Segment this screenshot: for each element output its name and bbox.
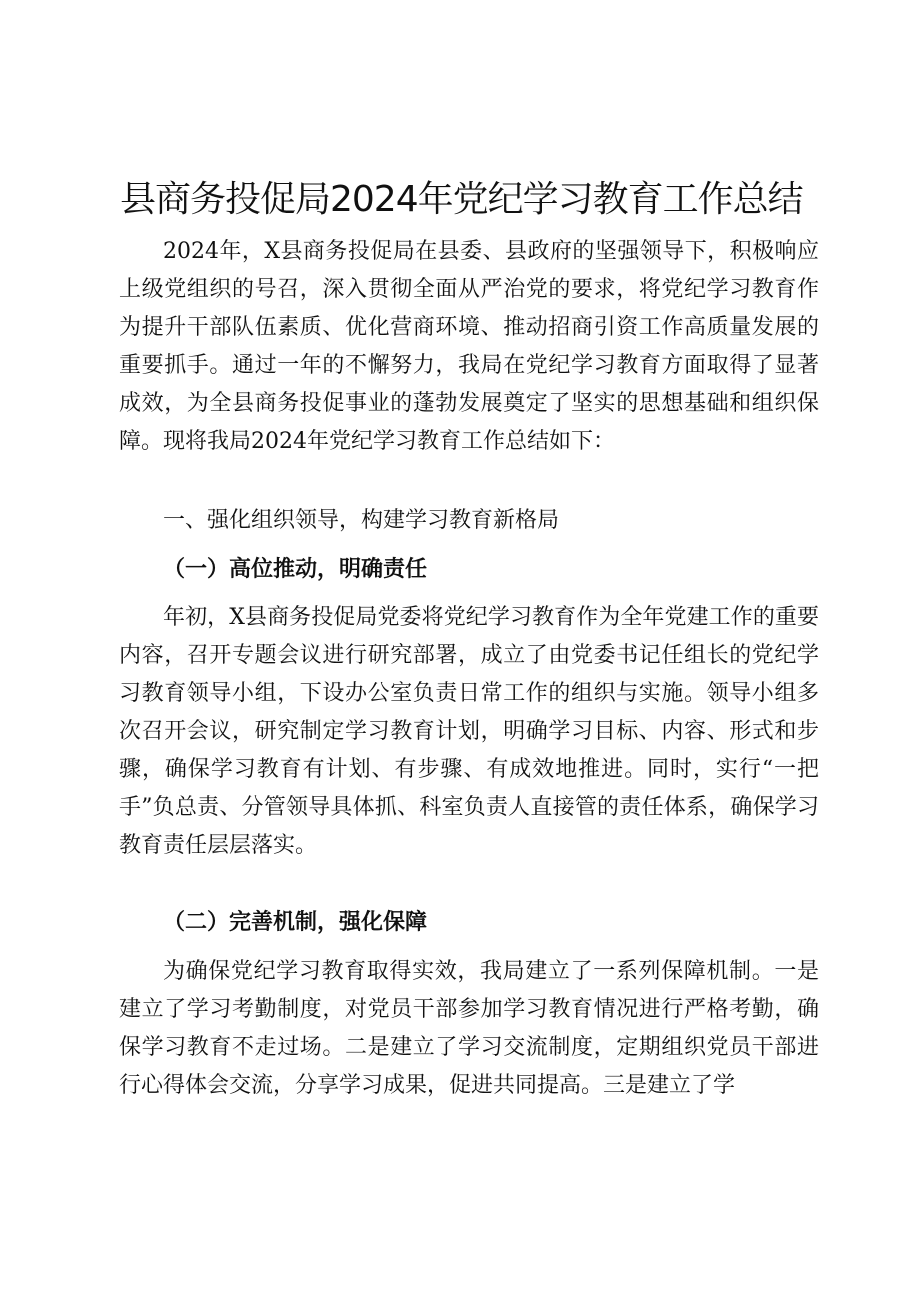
intro-paragraph: 2024年，X县商务投促局在县委、县政府的坚强领导下，积极响应上级党组织的号召，深入贯彻全面从严治党的要求，将党纪学习教育作为提升干部队伍素质、优化营商环境、推动招商引资工作高质量发展的重要抓手。通过一年的不懈努力，我局在党纪学习教育方面取得了显著成效，为全县商务投促事业的蓬勃发展奠定了坚实的思想基础和组织保障。现将我局2024年党纪学习教育工作总结如下：: [119, 239, 819, 454]
subsection-heading-1: （一）高位推动，明确责任: [163, 556, 428, 582]
subsection-heading-2: （二）完善机制，强化保障: [163, 909, 428, 935]
subsection-1-paragraph: 年初，X县商务投促局党委将党纪学习教育作为全年党建工作的重要内容，召开专题会议进行研究部署，成立了由党委书记任组长的党纪学习教育领导小组，下设办公室负责日常工作的组织与实施。领导小组多次召开会议，研究制定学习教育计划，明确学习目标、内容、形式和步骤，确保学习教育有计划、有步骤、有成效地推进。同时，实行“一把手”负总责、分管领导具体抓、科室负责人直接管的责任体系，确保学习教育责任层层落实。: [119, 605, 819, 858]
document-title: 县商务投促局2024年党纪学习教育工作总结: [120, 179, 803, 220]
subsection-2-paragraph: 为确保党纪学习教育取得实效，我局建立了一系列保障机制。一是建立了学习考勤制度，对党员干部参加学习教育情况进行严格考勤，确保学习教育不走过场。二是建立了学习交流制度，定期组织党员干部进行心得体会交流，分享学习成果，促进共同提高。三是建立了学: [119, 959, 819, 1098]
section-heading-1: 一、强化组织领导，构建学习教育新格局: [163, 508, 560, 533]
